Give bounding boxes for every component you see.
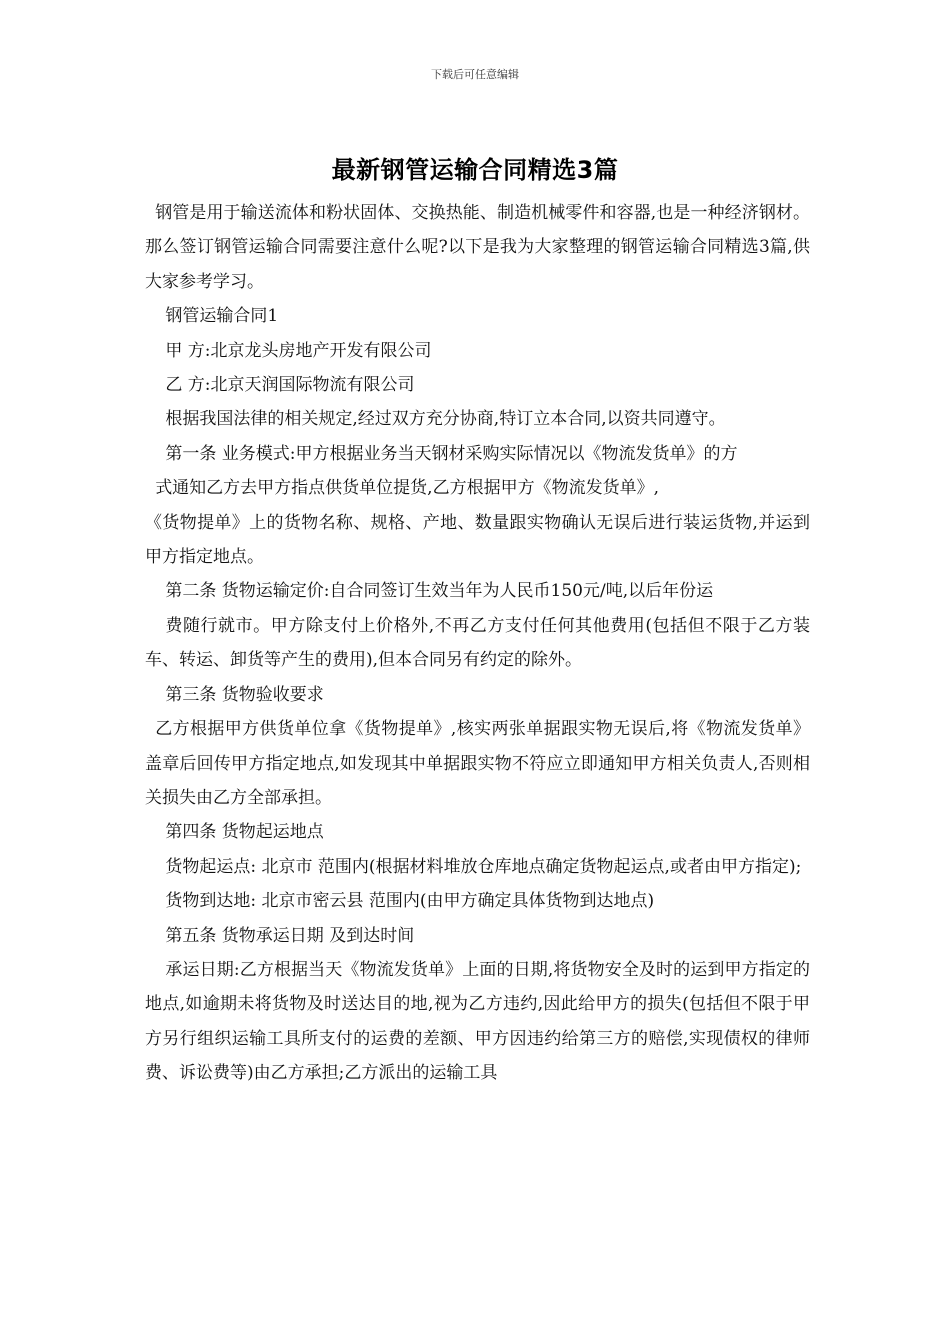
intro-paragraph: 钢管是用于输送流体和粉状固体、交换热能、制造机械零件和容器,也是一种经济钢材。那么签订钢管运输合同需要注意什么呢?以下是我为大家整理的钢管运输合同精选3篇,供大家参考学习。 bbox=[145, 203, 810, 292]
article-1-line-1: 第一条 业务模式:甲方根据业务当天钢材采购实际情况以《物流发货单》的方 bbox=[165, 443, 738, 464]
contract-heading: 钢管运输合同1 bbox=[165, 306, 279, 327]
article-2-line-1: 第二条 货物运输定价:自合同签订生效当年为人民币150元/吨,以后年份运 bbox=[165, 581, 714, 602]
article-3-body: 乙方根据甲方供货单位拿《货物提单》,核实两张单据跟实物无误后,将《物流发货单》盖章后回传甲方指定地点,如发现其中单据跟实物不符应立即通知甲方相关负责人,否则相关损失由乙方全部承担。 bbox=[145, 719, 810, 808]
party-b: 乙 方:北京天润国际物流有限公司 bbox=[165, 375, 415, 396]
article-5-body: 承运日期:乙方根据当天《物流发货单》上面的日期,将货物安全及时的运到甲方指定的地点,如逾期未将货物及时送达目的地,视为乙方违约,因此给甲方的损失(包括但不限于甲方另行组织运输工具所支付的运费的差额、甲方因违约给第三方的赔偿,实现债权的律师费、诉讼费等)由乙方承担;乙方派出的运输工具 bbox=[145, 959, 810, 1084]
article-4-heading: 第四条 货物起运地点 bbox=[165, 822, 324, 843]
article-4-origin: 货物起运点: 北京市 范围内(根据材料堆放仓库地点确定货物起运点,或者由甲方指定); bbox=[165, 856, 802, 877]
article-4-destination: 货物到达地: 北京市密云县 范围内(由甲方确定具体货物到达地点) bbox=[165, 891, 655, 912]
party-a: 甲 方:北京龙头房地产开发有限公司 bbox=[165, 340, 432, 361]
article-1-line-2: 式通知乙方去甲方指点供货单位提货,乙方根据甲方《物流发货单》, bbox=[155, 478, 659, 499]
article-2-line-2: 费随行就市。甲方除支付上价格外,不再乙方支付任何其他费用(包括但不限于乙方装车、转运、卸货等产生的费用),但本合同另有约定的除外。 bbox=[145, 615, 810, 671]
preamble: 根据我国法律的相关规定,经过双方充分协商,特订立本合同,以资共同遵守。 bbox=[165, 409, 726, 430]
article-3-heading: 第三条 货物验收要求 bbox=[165, 684, 324, 705]
document-title: 最新钢管运输合同精选3篇 bbox=[331, 156, 619, 184]
document-body bbox=[145, 196, 810, 1091]
article-1-line-3: 《货物提单》上的货物名称、规格、产地、数量跟实物确认无误后进行装运货物,并运到甲方指定地点。 bbox=[145, 512, 810, 568]
page-header: 下载后可任意编辑 bbox=[431, 68, 519, 81]
article-5-heading: 第五条 货物承运日期 及到达时间 bbox=[165, 925, 415, 946]
